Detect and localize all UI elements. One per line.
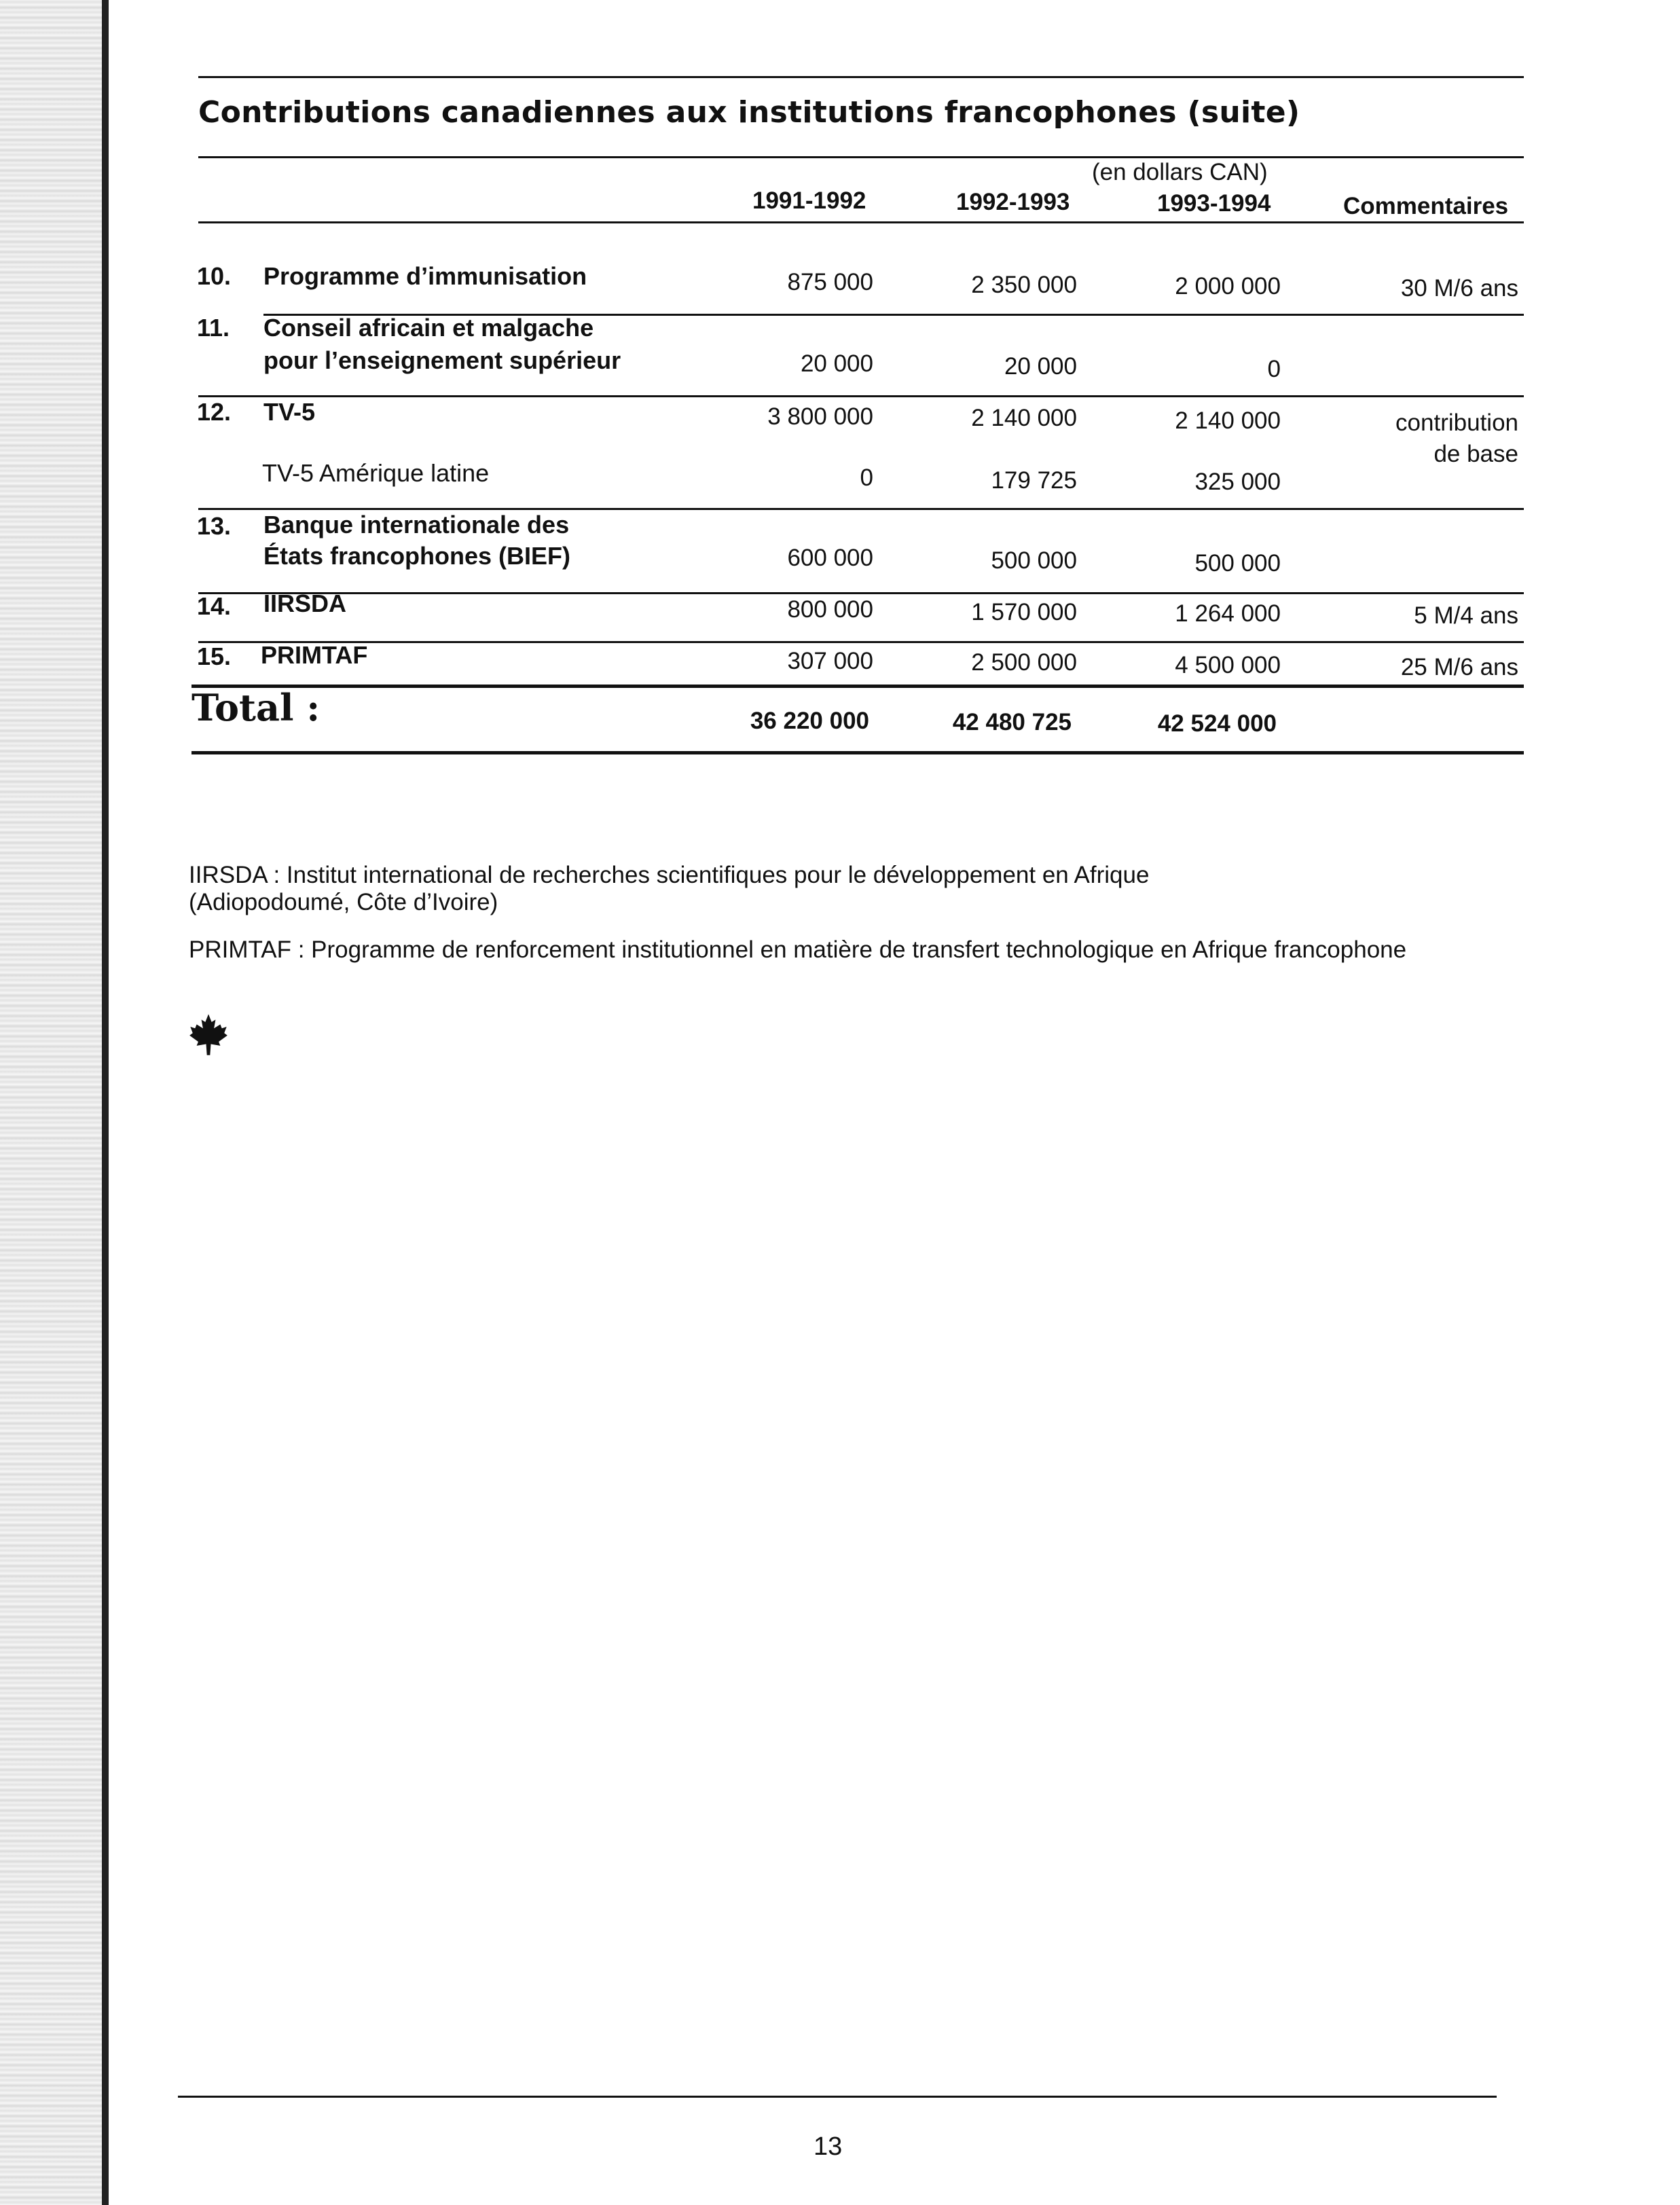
value-1991: 307 000 bbox=[787, 648, 873, 674]
value-1991: 600 000 bbox=[787, 545, 873, 571]
total-rule-top bbox=[191, 685, 1524, 688]
value-1992: 2 140 000 bbox=[971, 405, 1077, 431]
total-rule-bottom bbox=[191, 751, 1524, 754]
footer-rule bbox=[178, 2096, 1497, 2098]
value-1992: 2 350 000 bbox=[971, 272, 1077, 298]
note-iirsda-line2: (Adiopodoumé, Côte d’Ivoire) bbox=[189, 889, 498, 915]
row-number: 13. bbox=[197, 512, 232, 540]
total-1993: 42 524 000 bbox=[1157, 710, 1277, 737]
col-head-1991: 1991-1992 bbox=[752, 187, 866, 214]
header-rule-top bbox=[198, 156, 1524, 158]
value-1992: 1 570 000 bbox=[971, 599, 1077, 625]
row-number: 14. bbox=[197, 592, 232, 620]
col-head-commentaires: Commentaires bbox=[1343, 193, 1509, 219]
row-comment-line2: de base bbox=[1434, 441, 1518, 467]
row-label: PRIMTAF bbox=[261, 641, 368, 669]
row-comment: 5 M/4 ans bbox=[1414, 602, 1518, 629]
row-number: 15. bbox=[197, 642, 232, 670]
binding-edge bbox=[0, 0, 109, 2205]
row-label: Programme d’immunisation bbox=[263, 262, 587, 290]
top-rule bbox=[198, 76, 1524, 78]
value-1991: 800 000 bbox=[787, 596, 873, 623]
row-rule bbox=[198, 592, 1524, 594]
sub-value-1991: 0 bbox=[860, 464, 873, 491]
row-number: 11. bbox=[197, 314, 230, 342]
row-label-line1: Banque internationale des bbox=[263, 511, 570, 539]
row-label: TV-5 bbox=[263, 398, 316, 426]
col-head-1993: 1993-1994 bbox=[1157, 190, 1271, 217]
value-1992: 2 500 000 bbox=[971, 649, 1077, 676]
note-iirsda-line1: IIRSDA : Institut international de recherches scientifiques pour le développement en Afrique bbox=[189, 862, 1150, 888]
value-1993: 0 bbox=[1267, 356, 1281, 382]
value-1993: 1 264 000 bbox=[1175, 600, 1281, 627]
maple-leaf-icon bbox=[189, 1012, 228, 1057]
value-1993: 500 000 bbox=[1194, 550, 1281, 577]
total-1992: 42 480 725 bbox=[952, 709, 1072, 735]
row-rule bbox=[198, 641, 1524, 643]
sub-value-1993: 325 000 bbox=[1194, 469, 1281, 495]
note-primtaf: PRIMTAF : Programme de renforcement institutionnel en matière de transfert technologique en Afrique francophone bbox=[189, 936, 1407, 963]
page-number: 13 bbox=[814, 2132, 843, 2161]
value-1993: 2 000 000 bbox=[1175, 273, 1281, 299]
binding-line bbox=[102, 0, 109, 2205]
value-1993: 2 140 000 bbox=[1175, 407, 1281, 434]
total-1991: 36 220 000 bbox=[750, 708, 869, 734]
row-sub-label: TV-5 Amérique latine bbox=[262, 459, 490, 487]
row-comment: 25 M/6 ans bbox=[1400, 654, 1518, 680]
value-1991: 20 000 bbox=[800, 350, 873, 377]
row-number: 10. bbox=[197, 262, 232, 290]
total-label: Total : bbox=[191, 686, 321, 729]
row-label-line2: États francophones (BIEF) bbox=[263, 542, 571, 570]
value-1991: 875 000 bbox=[787, 269, 873, 295]
row-label: IIRSDA bbox=[263, 589, 347, 617]
value-1992: 500 000 bbox=[991, 547, 1077, 574]
unit-label: (en dollars CAN) bbox=[1092, 159, 1268, 185]
row-comment: 30 M/6 ans bbox=[1400, 275, 1518, 302]
page-title: Contributions canadiennes aux institutions francophones (suite) bbox=[198, 95, 1300, 130]
value-1991: 3 800 000 bbox=[767, 403, 873, 430]
row-label-line2: pour l’enseignement supérieur bbox=[263, 346, 621, 374]
row-rule bbox=[198, 395, 1524, 397]
row-number: 12. bbox=[197, 398, 232, 426]
sub-value-1992: 179 725 bbox=[991, 467, 1077, 494]
col-head-1992: 1992-1993 bbox=[956, 189, 1070, 215]
row-label-line1: Conseil africain et malgache bbox=[263, 314, 594, 342]
value-1992: 20 000 bbox=[1004, 353, 1077, 380]
value-1993: 4 500 000 bbox=[1175, 652, 1281, 678]
header-rule-bottom bbox=[198, 221, 1524, 223]
row-comment-line1: contribution bbox=[1395, 409, 1518, 436]
